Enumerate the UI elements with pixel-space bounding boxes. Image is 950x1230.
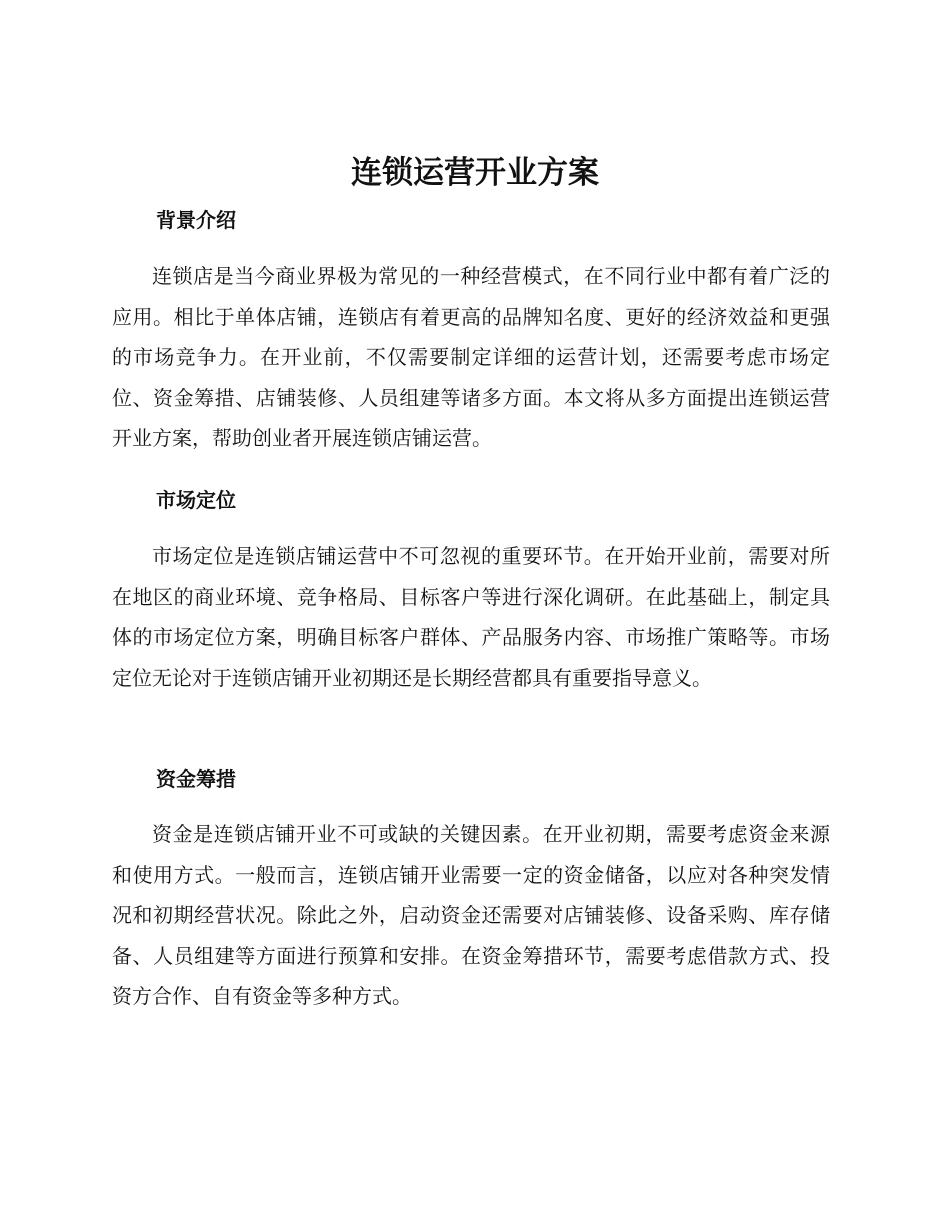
- document-title: 连锁运营开业方案: [351, 155, 599, 191]
- section-body-fundraising: 资金是连锁店铺开业不可或缺的关键因素。在开业初期，需要考虑资金来源和使用方式。一般而言，连锁店铺开业需要一定的资金储备，以应对各种突发情况和初期经营状况。除此之外，启动资金还需要对店铺装修、设备采购、库存储备、人员组建等方面进行预算和安排。在资金筹措环节，需要考虑借款方式、投资方合作、自有资金等多种方式。: [112, 822, 830, 1008]
- section-heading-fundraising: 资金筹措: [156, 767, 236, 791]
- section-heading-background: 背景介绍: [156, 208, 236, 232]
- section-heading-market-positioning: 市场定位: [156, 488, 236, 512]
- section-body-background: 连锁店是当今商业界极为常见的一种经营模式，在不同行业中都有着广泛的应用。相比于单体店铺，连锁店有着更高的品牌知名度、更好的经济效益和更强的市场竞争力。在开业前，不仅需要制定详细的运营计划，还需要考虑市场定位、资金筹措、店铺装修、人员组建等诸多方面。本文将从多方面提出连锁运营开业方案，帮助创业者开展连锁店铺运营。: [112, 264, 830, 450]
- section-body-market-positioning: 市场定位是连锁店铺运营中不可忽视的重要环节。在开始开业前，需要对所在地区的商业环境、竞争格局、目标客户等进行深化调研。在此基础上，制定具体的市场定位方案，明确目标客户群体、产品服务内容、市场推广策略等。市场定位无论对于连锁店铺开业初期还是长期经营都具有重要指导意义。: [112, 544, 830, 690]
